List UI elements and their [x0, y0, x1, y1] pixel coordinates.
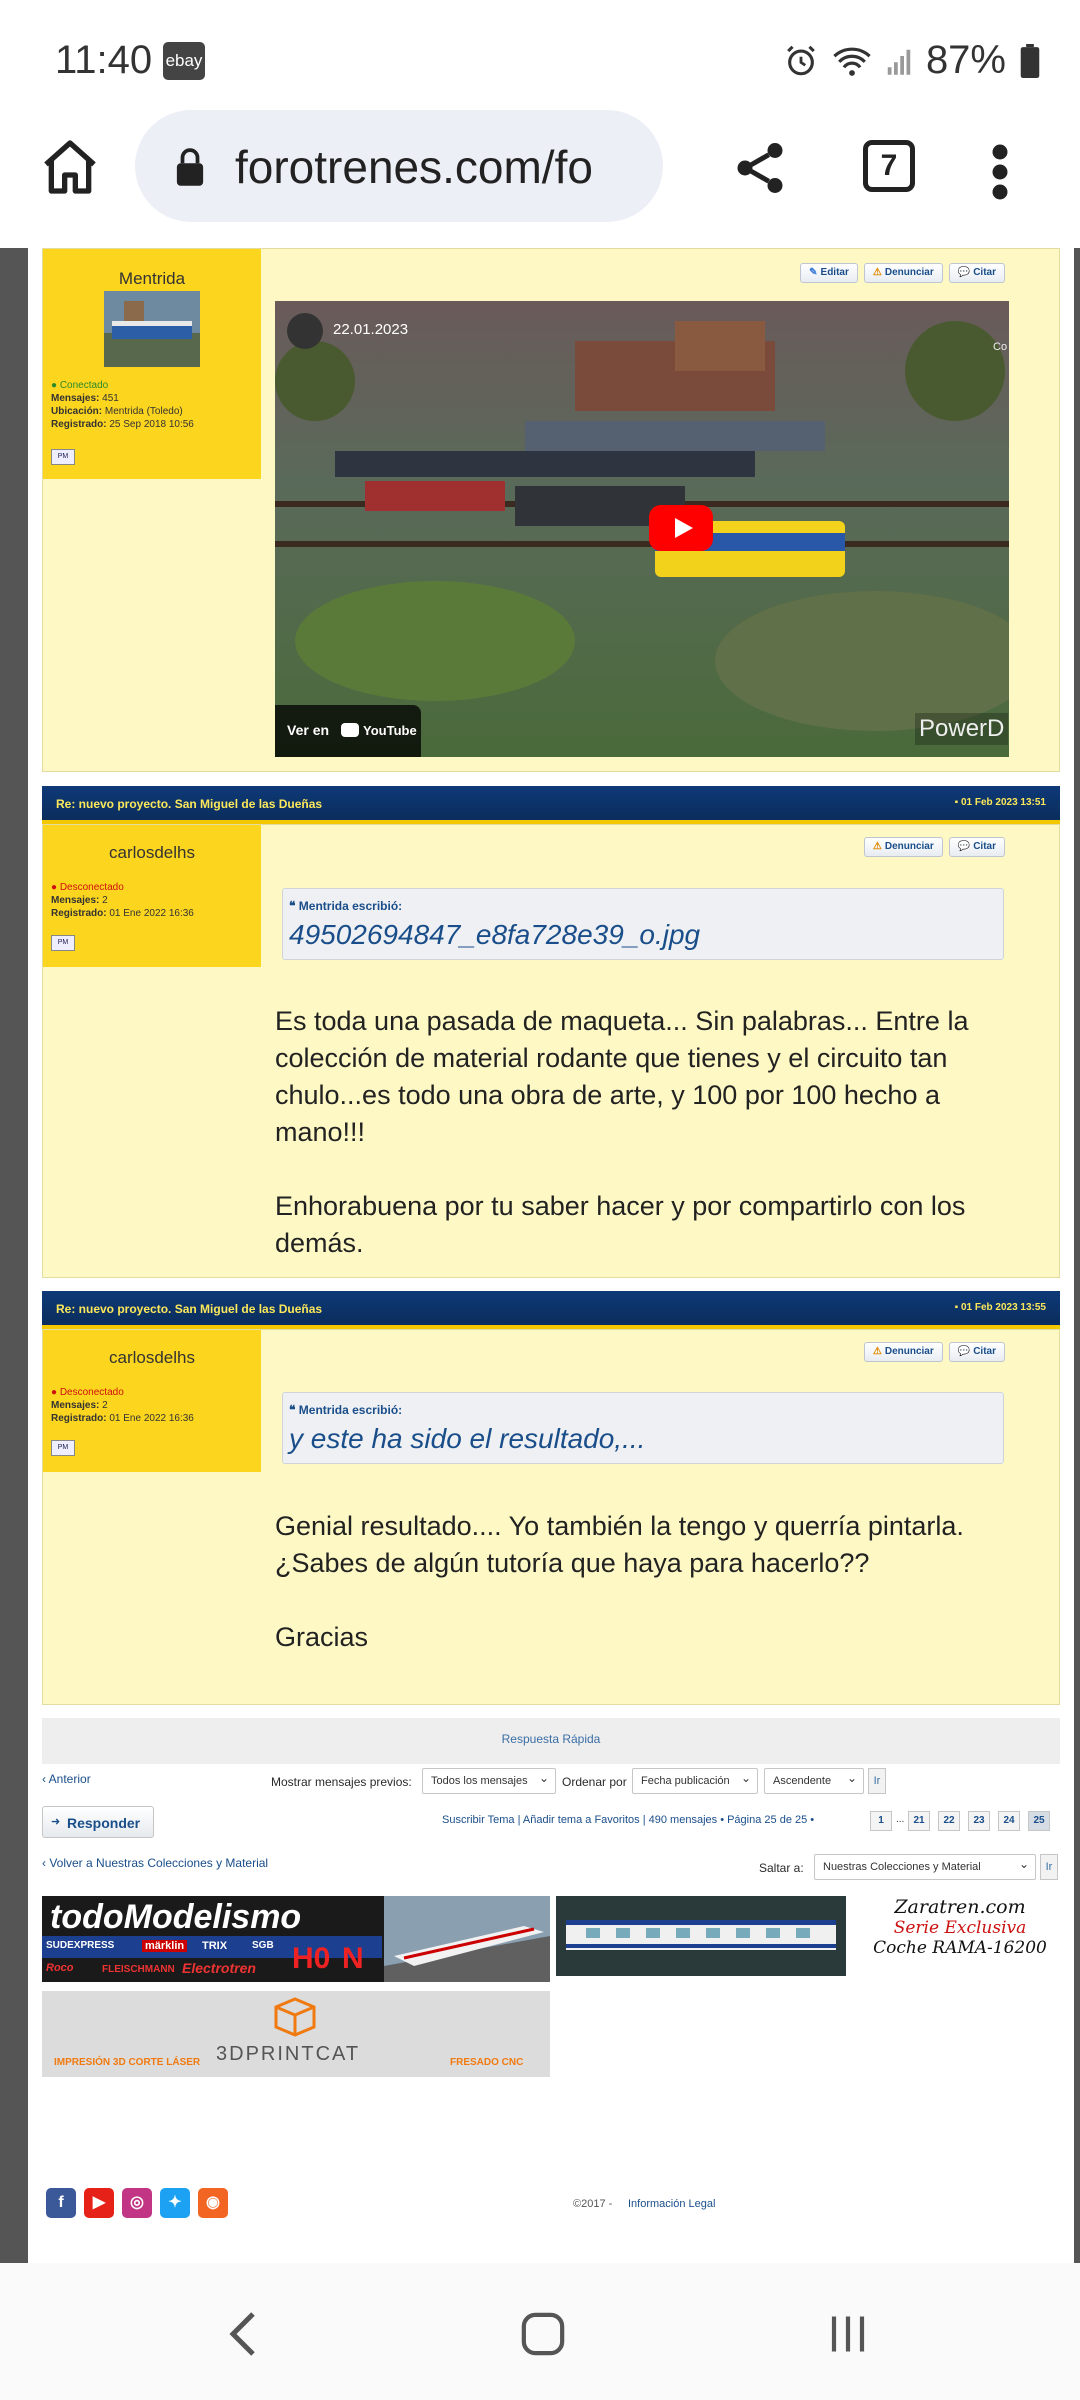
brand-label: H0: [292, 1942, 331, 1975]
zaratren-ad[interactable]: [854, 1896, 1066, 1976]
offline-dot-icon: ●: [51, 882, 58, 893]
brand-label: FLEISCHMANN: [102, 1964, 175, 1975]
page-link[interactable]: 1: [870, 1811, 892, 1831]
back-icon[interactable]: [226, 2309, 260, 2359]
pm-button[interactable]: PM: [51, 1440, 75, 1456]
todomodelismo-logo: todoModelismo: [50, 1898, 302, 1936]
report-label: Denunciar: [884, 841, 934, 852]
page-link[interactable]: 23: [968, 1811, 990, 1831]
speech-bubble-icon: 💬: [957, 267, 971, 278]
mostrar-select[interactable]: Todos los mensajes ⌄: [422, 1768, 556, 1794]
quote-label: Citar: [973, 267, 996, 278]
quote-author: Mentrida escribió:: [298, 899, 403, 913]
signal-icon: [886, 46, 912, 76]
reply-label: Responder: [67, 1815, 141, 1831]
username-link[interactable]: Mentrida: [118, 269, 186, 288]
warning-icon: ⚠: [872, 267, 882, 278]
edit-label: Editar: [820, 267, 849, 278]
ebay-notification-icon: ebay: [163, 42, 205, 80]
post-body: [275, 1003, 1015, 1262]
quote-link[interactable]: 49502694847_e8fa728e39_o.jpg: [289, 919, 701, 950]
offline-dot-icon: ●: [51, 1387, 58, 1398]
post-paragraph: Genial resultado.... Yo también la tengo y querría pintarla. ¿Sabes de algún tutoría que haya para hacerlo??: [275, 1511, 964, 1578]
user-registered: 25 Sep 2018 10:56: [109, 419, 194, 430]
brand-label: TRIX: [202, 1940, 228, 1952]
post-date: [955, 1302, 1046, 1313]
twitter-icon[interactable]: ✦: [160, 2188, 190, 2218]
web-content: [0, 248, 1080, 2263]
post-date: [955, 797, 1046, 808]
printcat-services-left: IMPRESIÓN 3D CORTE LÁSER: [54, 2057, 201, 2068]
jump-go-button[interactable]: Ir: [1040, 1854, 1058, 1880]
quote-block: [282, 1392, 1004, 1464]
brand-label: Roco: [46, 1962, 74, 1974]
quote-author: Mentrida escribió:: [298, 1403, 403, 1417]
quote-label: Citar: [973, 1346, 996, 1357]
page-link[interactable]: 21: [908, 1811, 930, 1831]
zaratren-product: Coche RAMA-16200: [873, 1938, 1047, 1958]
speech-bubble-icon: 💬: [957, 841, 971, 852]
post-header: [42, 1291, 1060, 1329]
mensajes-label: Mensajes:: [51, 393, 100, 404]
youtube-video-embed[interactable]: [275, 301, 1009, 757]
todomodelismo-banner[interactable]: [42, 1896, 550, 1982]
post-date-text: 01 Feb 2023 13:55: [960, 1302, 1046, 1313]
mensajes-label: Mensajes:: [51, 1400, 100, 1411]
post-icon: ▪: [954, 797, 961, 808]
edit-button[interactable]: [800, 263, 858, 283]
post-date-text: 01 Feb 2023 13:51: [960, 797, 1046, 808]
reply-button[interactable]: [42, 1806, 154, 1838]
video-corner-text: Co: [993, 341, 1008, 353]
quote-button[interactable]: [949, 837, 1005, 857]
copyright: ©2017 -: [573, 2198, 613, 2210]
warning-icon: ⚠: [872, 1346, 882, 1357]
registrado-label: Registrado:: [51, 419, 107, 430]
recent-apps-icon[interactable]: [826, 2313, 870, 2355]
brand-label: märklin: [142, 1940, 187, 1952]
video-thumbnail: [275, 301, 1009, 757]
post-header: [42, 786, 1060, 824]
home-icon[interactable]: [38, 135, 102, 199]
user-profile-panel: [43, 1330, 261, 1472]
registrado-label: Registrado:: [51, 1413, 107, 1424]
share-icon[interactable]: [730, 138, 790, 198]
legal-link[interactable]: Información Legal: [628, 2198, 716, 2210]
quote-link[interactable]: y este ha sido el resultado,...: [289, 1423, 646, 1454]
address-bar[interactable]: [135, 110, 663, 222]
status-time: 11:40: [55, 38, 153, 82]
pm-button[interactable]: PM: [51, 935, 75, 951]
rama-coach-ad[interactable]: [556, 1896, 846, 1976]
post-title[interactable]: Re: nuevo proyecto. San Miguel de las Dueñas: [56, 797, 323, 811]
mensajes-count: 2: [102, 1400, 108, 1411]
user-status: Desconectado: [59, 882, 124, 893]
facebook-icon[interactable]: f: [46, 2188, 76, 2218]
back-to-forum-link[interactable]: ‹ Volver a Nuestras Colecciones y Material: [42, 1856, 269, 1870]
warning-icon: ⚠: [872, 841, 882, 852]
jump-to-select[interactable]: Nuestras Colecciones y Material ⌄: [814, 1854, 1036, 1880]
report-button[interactable]: [864, 1342, 943, 1362]
quote-label: Citar: [973, 841, 996, 852]
ordenar-select[interactable]: Fecha publicación ⌄: [632, 1768, 758, 1794]
forum-post: [42, 248, 1060, 772]
post-title[interactable]: Re: nuevo proyecto. San Miguel de las Dueñas: [56, 1302, 323, 1316]
post-paragraph: Enhorabuena por tu saber hacer y por compartirlo con los demás.: [275, 1191, 966, 1258]
watch-on-label: Ver en: [287, 722, 330, 738]
forum-post: [42, 1329, 1060, 1705]
registrado-label: Registrado:: [51, 908, 107, 919]
video-date: 22.01.2023: [333, 321, 409, 338]
youtube-label: YouTube: [363, 723, 417, 738]
mensajes-count: 451: [102, 393, 119, 404]
mostrar-label: Mostrar mensajes previos:: [271, 1775, 412, 1789]
page-current: 25: [1028, 1811, 1050, 1831]
wifi-icon: [832, 45, 872, 77]
post-paragraph: Gracias: [275, 1622, 369, 1652]
youtube-icon[interactable]: ▶: [84, 2188, 114, 2218]
user-profile-panel: [43, 249, 261, 479]
printcat-services-right: FRESADO CNC: [450, 2057, 524, 2068]
battery-percent: 87%: [925, 38, 1006, 82]
rss-icon[interactable]: ◉: [198, 2188, 228, 2218]
mensajes-count: 2: [102, 895, 108, 906]
zaratren-subtitle: Serie Exclusiva: [893, 1918, 1027, 1938]
mensajes-label: Mensajes:: [51, 895, 100, 906]
3dprintcat-banner[interactable]: [42, 1991, 550, 2077]
brand-label: SGB: [252, 1940, 274, 1951]
user-status: Conectado: [59, 380, 109, 391]
quote-icon: ❝: [289, 899, 299, 913]
train-photo: [384, 1896, 550, 1982]
youtube-play-icon[interactable]: [649, 505, 713, 551]
user-location: Mentrida (Toledo): [104, 406, 183, 417]
report-label: Denunciar: [884, 267, 934, 278]
box-logo-icon: [272, 1997, 318, 2037]
speech-bubble-icon: 💬: [957, 1346, 971, 1357]
zaratren-title: Zaratren.com: [894, 1896, 1026, 1918]
watch-on-youtube-button[interactable]: [275, 705, 421, 757]
quick-reply-bar[interactable]: [42, 1718, 1060, 1764]
online-dot-icon: ●: [51, 380, 58, 391]
3dprintcat-logo: 3DPRINTCAT: [216, 2043, 361, 2065]
instagram-icon[interactable]: ◎: [122, 2188, 152, 2218]
forum-page: [28, 248, 1074, 2263]
pm-button[interactable]: PM: [51, 449, 75, 465]
overflow-menu-icon[interactable]: [990, 142, 1010, 202]
quote-button[interactable]: [949, 1342, 1005, 1362]
report-button[interactable]: [864, 837, 943, 857]
username-link[interactable]: carlosdelhs: [109, 1348, 195, 1367]
android-navigation-bar: [0, 2263, 1080, 2400]
reply-icon: ➜: [51, 1816, 61, 1828]
report-button[interactable]: [864, 263, 943, 283]
battery-icon: [1020, 44, 1040, 78]
home-nav-icon[interactable]: [520, 2311, 566, 2357]
orden-select[interactable]: Ascendente ⌄: [764, 1768, 864, 1794]
page-ellipsis: ...: [896, 1814, 905, 1825]
user-registered: 01 Ene 2022 16:36: [109, 1413, 194, 1424]
pencil-icon: ✎: [809, 267, 818, 278]
ordenar-label: Ordenar por: [562, 1775, 627, 1789]
post-paragraph: Es toda una pasada de maqueta... Sin palabras... Entre la colección de material rodante que tienes y el circuito tan chulo...es todo una obra de arte, y 100 por 100 hecho a mano!!!: [275, 1006, 969, 1147]
youtube-logo-icon: [341, 723, 359, 737]
brand-label: Electrotren: [182, 1960, 256, 1976]
quick-reply-link[interactable]: Respuesta Rápida: [501, 1732, 601, 1746]
forum-post: [42, 824, 1060, 1278]
ubicacion-label: Ubicación:: [51, 406, 103, 417]
page-link[interactable]: 22: [938, 1811, 960, 1831]
user-profile-panel: [43, 825, 261, 967]
user-status: Desconectado: [59, 1387, 124, 1398]
status-bar: [0, 0, 1080, 110]
saltar-label: Saltar a:: [759, 1861, 804, 1875]
quote-icon: ❝: [289, 1403, 299, 1417]
previous-link[interactable]: ‹ Anterior: [42, 1772, 91, 1786]
user-avatar[interactable]: [104, 291, 200, 367]
brand-label: N: [342, 1942, 364, 1975]
report-label: Denunciar: [884, 1346, 934, 1357]
lock-icon: [175, 148, 205, 186]
url-text: forotrenes.com/fo: [235, 141, 593, 193]
user-registered: 01 Ene 2022 16:36: [109, 908, 194, 919]
browser-toolbar: [0, 110, 1080, 248]
post-body: [275, 1508, 1015, 1656]
topic-actions[interactable]: Suscribir Tema | Añadir tema a Favoritos | 490 mensajes • Página 25 de 25 •: [442, 1814, 815, 1826]
username-link[interactable]: carlosdelhs: [109, 843, 195, 862]
apply-button[interactable]: Ir: [868, 1768, 886, 1794]
video-watermark: PowerD: [915, 713, 1008, 745]
page-link[interactable]: 24: [998, 1811, 1020, 1831]
alarm-icon: [784, 44, 818, 78]
quote-block: [282, 888, 1004, 960]
post-icon: ▪: [954, 1302, 961, 1313]
tab-switcher-button[interactable]: 7: [863, 140, 915, 192]
quote-button[interactable]: [949, 263, 1005, 283]
brand-label: SUDEXPRESS: [46, 1940, 115, 1951]
